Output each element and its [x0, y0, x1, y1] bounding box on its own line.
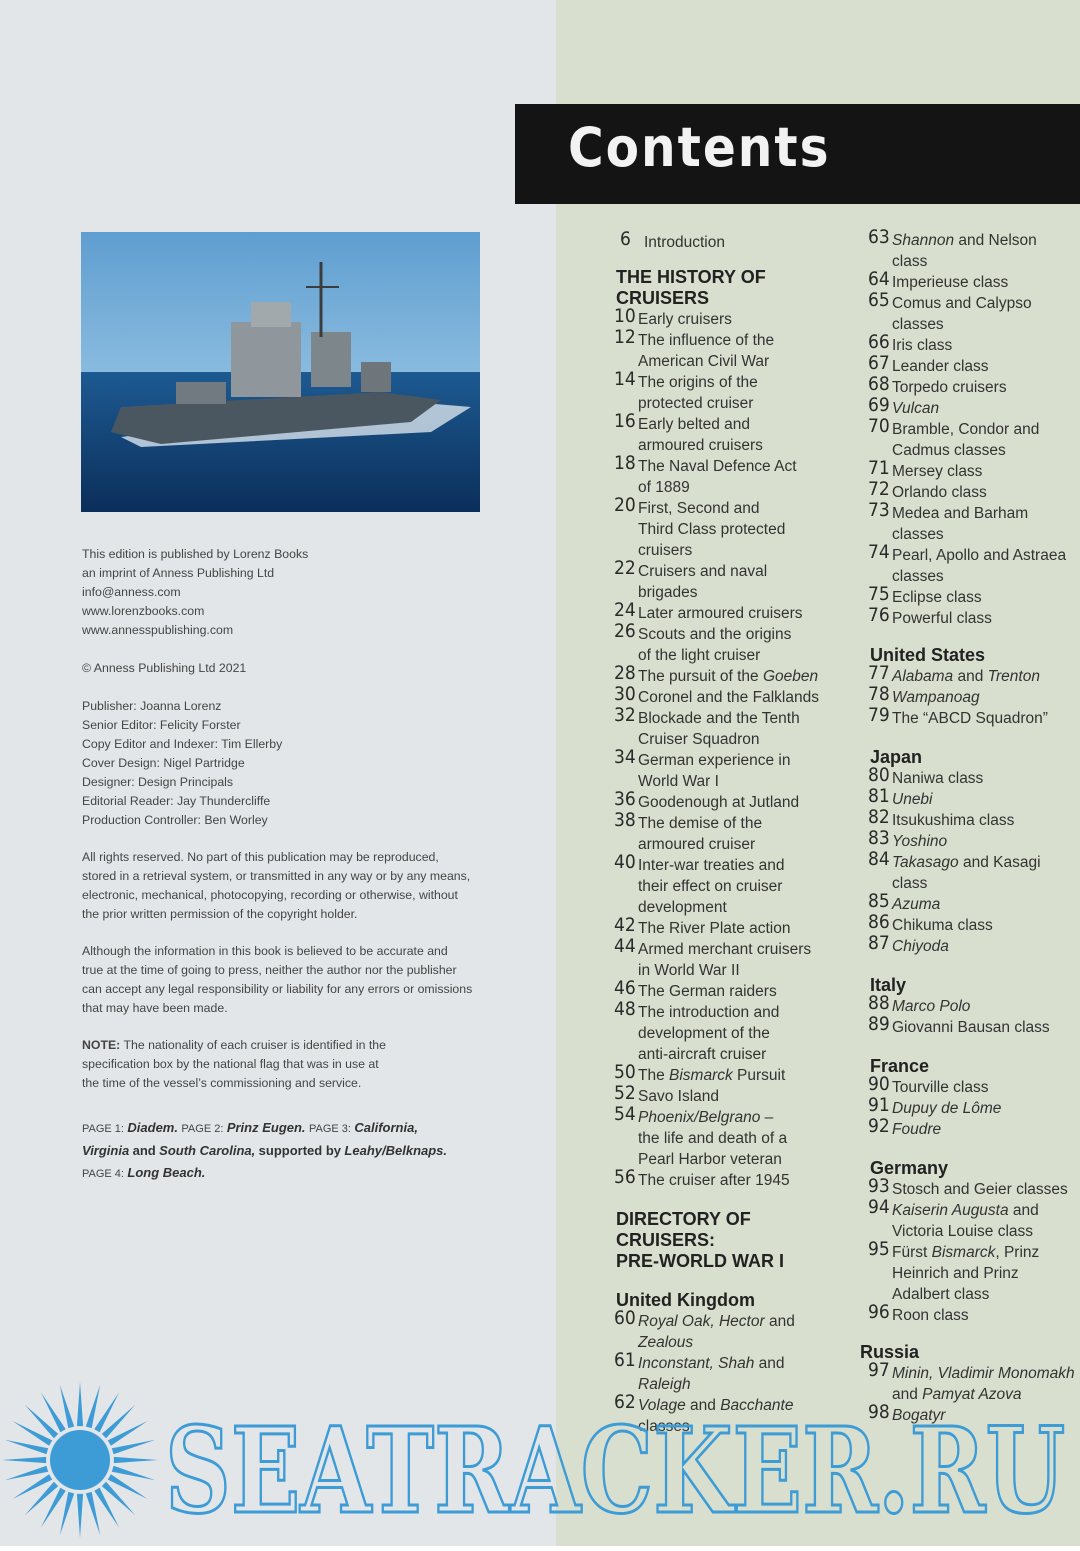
toc-entry[interactable] [614, 1082, 846, 1107]
entry-title: Powerful class [892, 610, 992, 627]
page-number: 44 [614, 935, 636, 957]
entry-title: Cruisers and naval [638, 563, 768, 580]
page-number: 71 [868, 457, 890, 479]
toc-entry[interactable] [868, 226, 1080, 272]
entry-title: Leander class [892, 358, 989, 375]
entry-title: The Bismarck Pursuit [638, 1067, 786, 1084]
entry-title: First, Second and [638, 500, 760, 517]
watermark [0, 1380, 1080, 1546]
page-number: 83 [868, 827, 890, 849]
toc-entry[interactable] [868, 1196, 1080, 1242]
publisher-info [82, 545, 308, 640]
page-number: 81 [868, 785, 890, 807]
entry-title: Early cruisers [638, 311, 732, 328]
entry-title: Itsukushima class [892, 812, 1015, 829]
page-number: 16 [614, 410, 636, 432]
page-number: 65 [868, 289, 890, 311]
page-number: 14 [614, 368, 636, 390]
entry-title: Chikuma class [892, 917, 993, 934]
toc-entry[interactable] [614, 305, 846, 330]
note-label: NOTE: [82, 1038, 121, 1052]
page-number: 70 [868, 415, 890, 437]
toc-entry[interactable] [614, 1061, 846, 1086]
page-number: 54 [614, 1103, 636, 1125]
credit-line: Designer: Design Principals [82, 775, 234, 789]
page-number: 62 [614, 1391, 636, 1413]
country-heading: Germany [870, 1158, 949, 1178]
entry-title: American Civil War [638, 353, 770, 370]
toc-entry[interactable] [868, 604, 1080, 629]
entry-title: Victoria Louise class [892, 1223, 1034, 1240]
imprint-line: an imprint of Anness Publishing Ltd [82, 566, 275, 580]
entry-title: Stosch and Geier classes [892, 1181, 1068, 1198]
entry-title: Unebi [892, 791, 933, 808]
page-number: 40 [614, 851, 636, 873]
page-number: 72 [868, 478, 890, 500]
page-number: 67 [868, 352, 890, 374]
entry-title: anti-aircraft cruiser [638, 1046, 767, 1063]
entry-title: The German raiders [638, 983, 777, 1000]
page-number: 28 [614, 662, 636, 684]
entry-title: Imperieuse class [892, 274, 1009, 291]
entry-title: Cruiser Squadron [638, 731, 760, 748]
toc-entry[interactable] [868, 785, 1080, 810]
entry-title: The Naval Defence Act [638, 458, 797, 475]
caption-ship: Prinz Eugen. [226, 1120, 306, 1135]
disclaimer-line: true at the time of going to press, neither the author nor the publisher [82, 963, 457, 977]
entry-title: Minin, Vladimir Monomakh [892, 1365, 1075, 1382]
toc-entry[interactable] [614, 662, 846, 687]
entry-title: Kaiserin Augusta and [892, 1202, 1039, 1219]
entry-title: classes [638, 1418, 690, 1435]
entry-title: Eclipse class [892, 589, 982, 606]
page-number: 48 [614, 998, 636, 1020]
entry-title: Introduction [644, 234, 725, 251]
heading-line: CRUISERS [616, 288, 710, 308]
toc-entry[interactable] [614, 368, 846, 414]
rights-notice [82, 848, 470, 924]
toc-entry[interactable] [614, 599, 846, 624]
entry-title: The demise of the [638, 815, 763, 832]
page-number: 42 [614, 914, 636, 936]
entry-title: Bramble, Condor and [892, 421, 1040, 438]
country-heading: France [870, 1056, 930, 1076]
entry-title: Blockade and the Tenth [638, 710, 800, 727]
toc-entry[interactable] [614, 1166, 846, 1191]
page-number: 76 [868, 604, 890, 626]
page-number: 84 [868, 848, 890, 870]
entry-title: in World War II [638, 962, 740, 979]
entry-title: The “ABCD Squadron” [892, 710, 1048, 727]
note-line: The nationality of each cruiser is identified in the [123, 1038, 386, 1052]
caption-text: supported by [258, 1143, 341, 1158]
entry-title: Roon class [892, 1307, 969, 1324]
entry-title: Vulcan [892, 400, 940, 417]
entry-title: armoured cruiser [638, 836, 756, 853]
credits [82, 697, 282, 830]
entry-title: class [892, 253, 928, 270]
page-number: 90 [868, 1073, 890, 1095]
toc-entry[interactable] [868, 806, 1080, 831]
country-heading: Italy [870, 975, 907, 995]
entry-title: The River Plate action [638, 920, 791, 937]
entry-title: Medea and Barham [892, 505, 1029, 522]
page-number: 96 [868, 1301, 890, 1323]
page-number: 64 [868, 268, 890, 290]
entry-title: Pearl Harbor veteran [638, 1151, 782, 1168]
page-number: 20 [614, 494, 636, 516]
note-line: the time of the vessel’s commissioning and service. [82, 1076, 362, 1090]
toc-entry[interactable] [868, 499, 1080, 545]
toc-entry[interactable] [868, 478, 1080, 503]
toc-entry[interactable] [614, 998, 846, 1065]
page-number: 82 [868, 806, 890, 828]
uk-cont-list [868, 226, 1080, 629]
toc-entry[interactable] [868, 268, 1080, 293]
caption-ship: Long Beach. [127, 1165, 206, 1180]
entry-title: Heinrich and Prinz [892, 1265, 1019, 1282]
page-number: 63 [868, 226, 890, 248]
caption-label: PAGE 1: [82, 1123, 124, 1135]
page-number: 88 [868, 992, 890, 1014]
entry-title: Orlando class [892, 484, 987, 501]
history-list [614, 305, 846, 1191]
toc-entry[interactable] [868, 1073, 1080, 1098]
caption-ship: Diadem. [127, 1120, 178, 1135]
entry-title: Yoshino [892, 833, 948, 850]
entry-title: The origins of the [638, 374, 758, 391]
page-number: 75 [868, 583, 890, 605]
entry-title: Chiyoda [892, 938, 949, 955]
toc-entry[interactable] [614, 746, 846, 792]
us-list [868, 662, 1080, 729]
website-link[interactable]: www.lorenzbooks.com [82, 604, 205, 618]
entry-title: Early belted and [638, 416, 751, 433]
entry-title: Takasago and Kasagi [892, 854, 1041, 871]
toc-entry[interactable] [868, 373, 1080, 398]
caption-label: PAGE 3: [308, 1123, 351, 1135]
credit-line: Senior Editor: Felicity Forster [82, 718, 241, 732]
page-number: 46 [614, 977, 636, 999]
page-number: 18 [614, 452, 636, 474]
toc-entry[interactable] [614, 620, 846, 666]
toc-entry[interactable] [868, 352, 1080, 377]
toc-entry[interactable] [620, 228, 846, 253]
entry-title: development of the [638, 1025, 770, 1042]
entry-title: Alabama and Trenton [892, 668, 1040, 685]
caption-ship: California, [354, 1120, 418, 1135]
page-number: 74 [868, 541, 890, 563]
entry-title: Raleigh [638, 1376, 691, 1393]
entry-title: Royal Oak, Hector and [638, 1313, 795, 1330]
page-number: 30 [614, 683, 636, 705]
entry-title: Pearl, Apollo and Astraea [892, 547, 1067, 564]
toc-entry[interactable] [868, 289, 1080, 335]
section-heading [616, 1209, 846, 1272]
page-number: 78 [868, 683, 890, 705]
toc-entry[interactable] [868, 911, 1080, 936]
toc-entry[interactable] [614, 452, 846, 498]
entry-title: brigades [638, 584, 698, 601]
entry-title: cruisers [638, 542, 693, 559]
copyright [82, 659, 246, 678]
page-number: 85 [868, 890, 890, 912]
toc-entry[interactable] [868, 583, 1080, 608]
entry-title: armoured cruisers [638, 437, 763, 454]
credit-line: Production Controller: Ben Worley [82, 813, 268, 827]
entry-title: Volage and Bacchante [638, 1397, 794, 1414]
website-link[interactable]: www.annesspublishing.com [82, 623, 234, 637]
disclaimer-line: Although the information in this book is believed to be accurate and [82, 944, 448, 958]
caption-label: PAGE 2: [181, 1123, 224, 1135]
entry-title: World War I [638, 773, 719, 790]
page-number: 34 [614, 746, 636, 768]
entry-title: Adalbert class [892, 1286, 990, 1303]
entry-title: Phoenix/Belgrano – [638, 1109, 774, 1126]
entry-title: Foudre [892, 1121, 942, 1138]
country-heading: Japan [870, 747, 923, 767]
toc-entry[interactable] [614, 788, 846, 813]
toc-entry[interactable] [868, 331, 1080, 356]
page-number: 22 [614, 557, 636, 579]
entry-title: The pursuit of the Goeben [638, 668, 819, 685]
toc-entry[interactable] [868, 1115, 1080, 1140]
entry-title: German experience in [638, 752, 791, 769]
entry-title: The introduction and [638, 1004, 780, 1021]
italy-list [868, 992, 1080, 1038]
note [82, 1036, 386, 1093]
toc-entry[interactable] [868, 890, 1080, 915]
disclaimer-line: that may have been made. [82, 1001, 228, 1015]
entry-title: Cadmus classes [892, 442, 1006, 459]
credit-line: Editorial Reader: Jay Thundercliffe [82, 794, 271, 808]
caption-label: PAGE 4: [82, 1168, 124, 1180]
entry-title: Inter-war treaties and [638, 857, 785, 874]
entry-title: of the light cruiser [638, 647, 761, 664]
entry-title: Later armoured cruisers [638, 605, 803, 622]
entry-title: Marco Polo [892, 998, 971, 1015]
page-number: 68 [868, 373, 890, 395]
toc-entry[interactable] [614, 977, 846, 1002]
toc-entry[interactable] [614, 935, 846, 981]
page-number: 50 [614, 1061, 636, 1083]
toc-entry[interactable] [868, 1094, 1080, 1119]
toc-entry[interactable] [868, 1175, 1080, 1200]
toc-entry[interactable] [614, 410, 846, 456]
entry-title: Coronel and the Falklands [638, 689, 819, 706]
page-number: 52 [614, 1082, 636, 1104]
page-number: 32 [614, 704, 636, 726]
toc-entry[interactable] [868, 848, 1080, 894]
entry-title: Comus and Calypso [892, 295, 1032, 312]
toc-entry[interactable] [614, 809, 846, 855]
page-title: Contents [568, 116, 831, 179]
page-number: 38 [614, 809, 636, 831]
entry-title: Zealous [638, 1334, 694, 1351]
entry-title: Iris class [892, 337, 953, 354]
toc-entry[interactable] [868, 662, 1080, 687]
entry-title: classes [892, 526, 944, 543]
toc-column-1 [614, 228, 846, 1437]
page-number: 91 [868, 1094, 890, 1116]
entry-title: and Pamyat Azova [892, 1386, 1022, 1403]
toc-entry[interactable] [868, 704, 1080, 729]
page-number: 94 [868, 1196, 890, 1218]
entry-title: Fürst Bismarck, Prinz [892, 1244, 1040, 1261]
toc-entry[interactable] [868, 541, 1080, 587]
page-number: 98 [868, 1401, 890, 1423]
entry-title: Azuma [892, 896, 941, 913]
entry-title: classes [892, 568, 944, 585]
entry-title: Inconstant, Shah and [638, 1355, 785, 1372]
heading-line: DIRECTORY OF [616, 1209, 751, 1229]
japan-list [868, 764, 1080, 957]
entry-title: class [892, 875, 928, 892]
toc-entry[interactable] [614, 1307, 846, 1353]
toc-entry[interactable] [614, 326, 846, 372]
caption-ship: Leahy/Belknaps. [344, 1143, 448, 1158]
credit-line: Copy Editor and Indexer: Tim Ellerby [82, 737, 283, 751]
toc-entry[interactable] [868, 415, 1080, 461]
rights-line: stored in a retrieval system, or transmitted in any way or by any means, [82, 869, 471, 883]
section-heading [616, 267, 846, 309]
toc-entry[interactable] [614, 557, 846, 603]
page-number: 77 [868, 662, 890, 684]
toc-entry[interactable] [614, 851, 846, 918]
page-number: 36 [614, 788, 636, 810]
entry-title: Naniwa class [892, 770, 984, 787]
entry-title: Bogatyr [892, 1407, 946, 1424]
rights-line: electronic, mechanical, photocopying, recording or otherwise, without [82, 888, 458, 902]
note-line: specification box by the national flag that was in use at [82, 1057, 379, 1071]
entry-title: Wampanoag [892, 689, 980, 706]
heading-line: PRE-WORLD WAR I [616, 1251, 784, 1271]
page-number: 10 [614, 305, 636, 327]
page-number: 24 [614, 599, 636, 621]
page-number: 86 [868, 911, 890, 933]
entry-title: Savo Island [638, 1088, 719, 1105]
toc-entry[interactable] [868, 827, 1080, 852]
page-number: 79 [868, 704, 890, 726]
toc-entry[interactable] [614, 704, 846, 750]
page-number: 89 [868, 1013, 890, 1035]
page-number: 80 [868, 764, 890, 786]
toc-entry[interactable] [868, 683, 1080, 708]
country-heading: Russia [860, 1342, 920, 1362]
toc-entry[interactable] [614, 914, 846, 939]
heading-line: CRUISERS: [616, 1230, 716, 1250]
toc-entry[interactable] [614, 1103, 846, 1170]
entry-title: Goodenough at Jutland [638, 794, 800, 811]
entry-title: Shannon and Nelson [892, 232, 1037, 249]
toc-entry[interactable] [614, 683, 846, 708]
entry-title: Tourville class [892, 1079, 989, 1096]
email-link[interactable]: info@anness.com [82, 585, 181, 599]
page-number: 56 [614, 1166, 636, 1188]
toc-entry[interactable] [868, 764, 1080, 789]
toc-entry[interactable] [868, 992, 1080, 1017]
page-number: 97 [868, 1359, 890, 1381]
toc-entry[interactable] [868, 457, 1080, 482]
sun-logo-icon [2, 1382, 158, 1538]
imprint-line: This edition is published by Lorenz Books [82, 547, 309, 561]
entry-title: their effect on cruiser [638, 878, 783, 895]
credit-line: Cover Design: Nigel Partridge [82, 756, 245, 770]
page-number: 66 [868, 331, 890, 353]
entry-title: The influence of the [638, 332, 775, 349]
entry-title: the life and death of a [638, 1130, 788, 1147]
entry-title: Armed merchant cruisers [638, 941, 812, 958]
toc-column-2 [860, 226, 1080, 1426]
rights-line: the prior written permission of the copyright holder. [82, 907, 358, 921]
caption-ship: South Carolina, [159, 1143, 256, 1158]
rights-line: All rights reserved. No part of this publication may be reproduced, [82, 850, 439, 864]
entry-title: protected cruiser [638, 395, 754, 412]
country-heading: United Kingdom [616, 1290, 755, 1310]
entry-title: The cruiser after 1945 [638, 1172, 790, 1189]
toc-entry[interactable] [868, 394, 1080, 419]
toc-entry[interactable] [868, 1238, 1080, 1305]
entry-title: of 1889 [638, 479, 690, 496]
germany-list [868, 1175, 1080, 1326]
page-number: 60 [614, 1307, 636, 1329]
disclaimer [82, 942, 472, 1018]
toc-entry[interactable] [868, 1013, 1080, 1038]
france-list [868, 1073, 1080, 1140]
entry-title: Giovanni Bausan class [892, 1019, 1050, 1036]
toc-entry[interactable] [614, 494, 846, 561]
page-number: 26 [614, 620, 636, 642]
entry-title: classes [892, 316, 944, 333]
watermark-text: SEATRACKER.RU [165, 1401, 1065, 1540]
page-number: 12 [614, 326, 636, 348]
toc-entry[interactable] [868, 932, 1080, 957]
heading-line: THE HISTORY OF [616, 267, 766, 287]
caption-text: and [132, 1143, 156, 1158]
page-captions [82, 1117, 447, 1185]
page-number: 92 [868, 1115, 890, 1137]
page-number: 87 [868, 932, 890, 954]
page-number: 6 [620, 228, 631, 250]
page-number: 69 [868, 394, 890, 416]
toc-entry[interactable] [868, 1301, 1080, 1326]
page-number: 95 [868, 1238, 890, 1260]
credit-line: Publisher: Joanna Lorenz [82, 699, 222, 713]
entry-title: Dupuy de Lôme [892, 1100, 1002, 1117]
entry-title: Torpedo cruisers [892, 379, 1007, 396]
page-number: 93 [868, 1175, 890, 1197]
copyright-line: © Anness Publishing Ltd 2021 [82, 661, 247, 675]
page-number: 61 [614, 1349, 636, 1371]
cruiser-photo [81, 232, 480, 512]
entry-title: Third Class protected [638, 521, 786, 538]
page-number: 73 [868, 499, 890, 521]
entry-title: development [638, 899, 727, 916]
entry-title: Scouts and the origins [638, 626, 792, 643]
caption-ship: Virginia [82, 1143, 130, 1158]
country-heading: United States [870, 645, 986, 665]
entry-title: Mersey class [892, 463, 983, 480]
disclaimer-line: can accept any legal responsibility or liability for any errors or omissions [82, 982, 473, 996]
